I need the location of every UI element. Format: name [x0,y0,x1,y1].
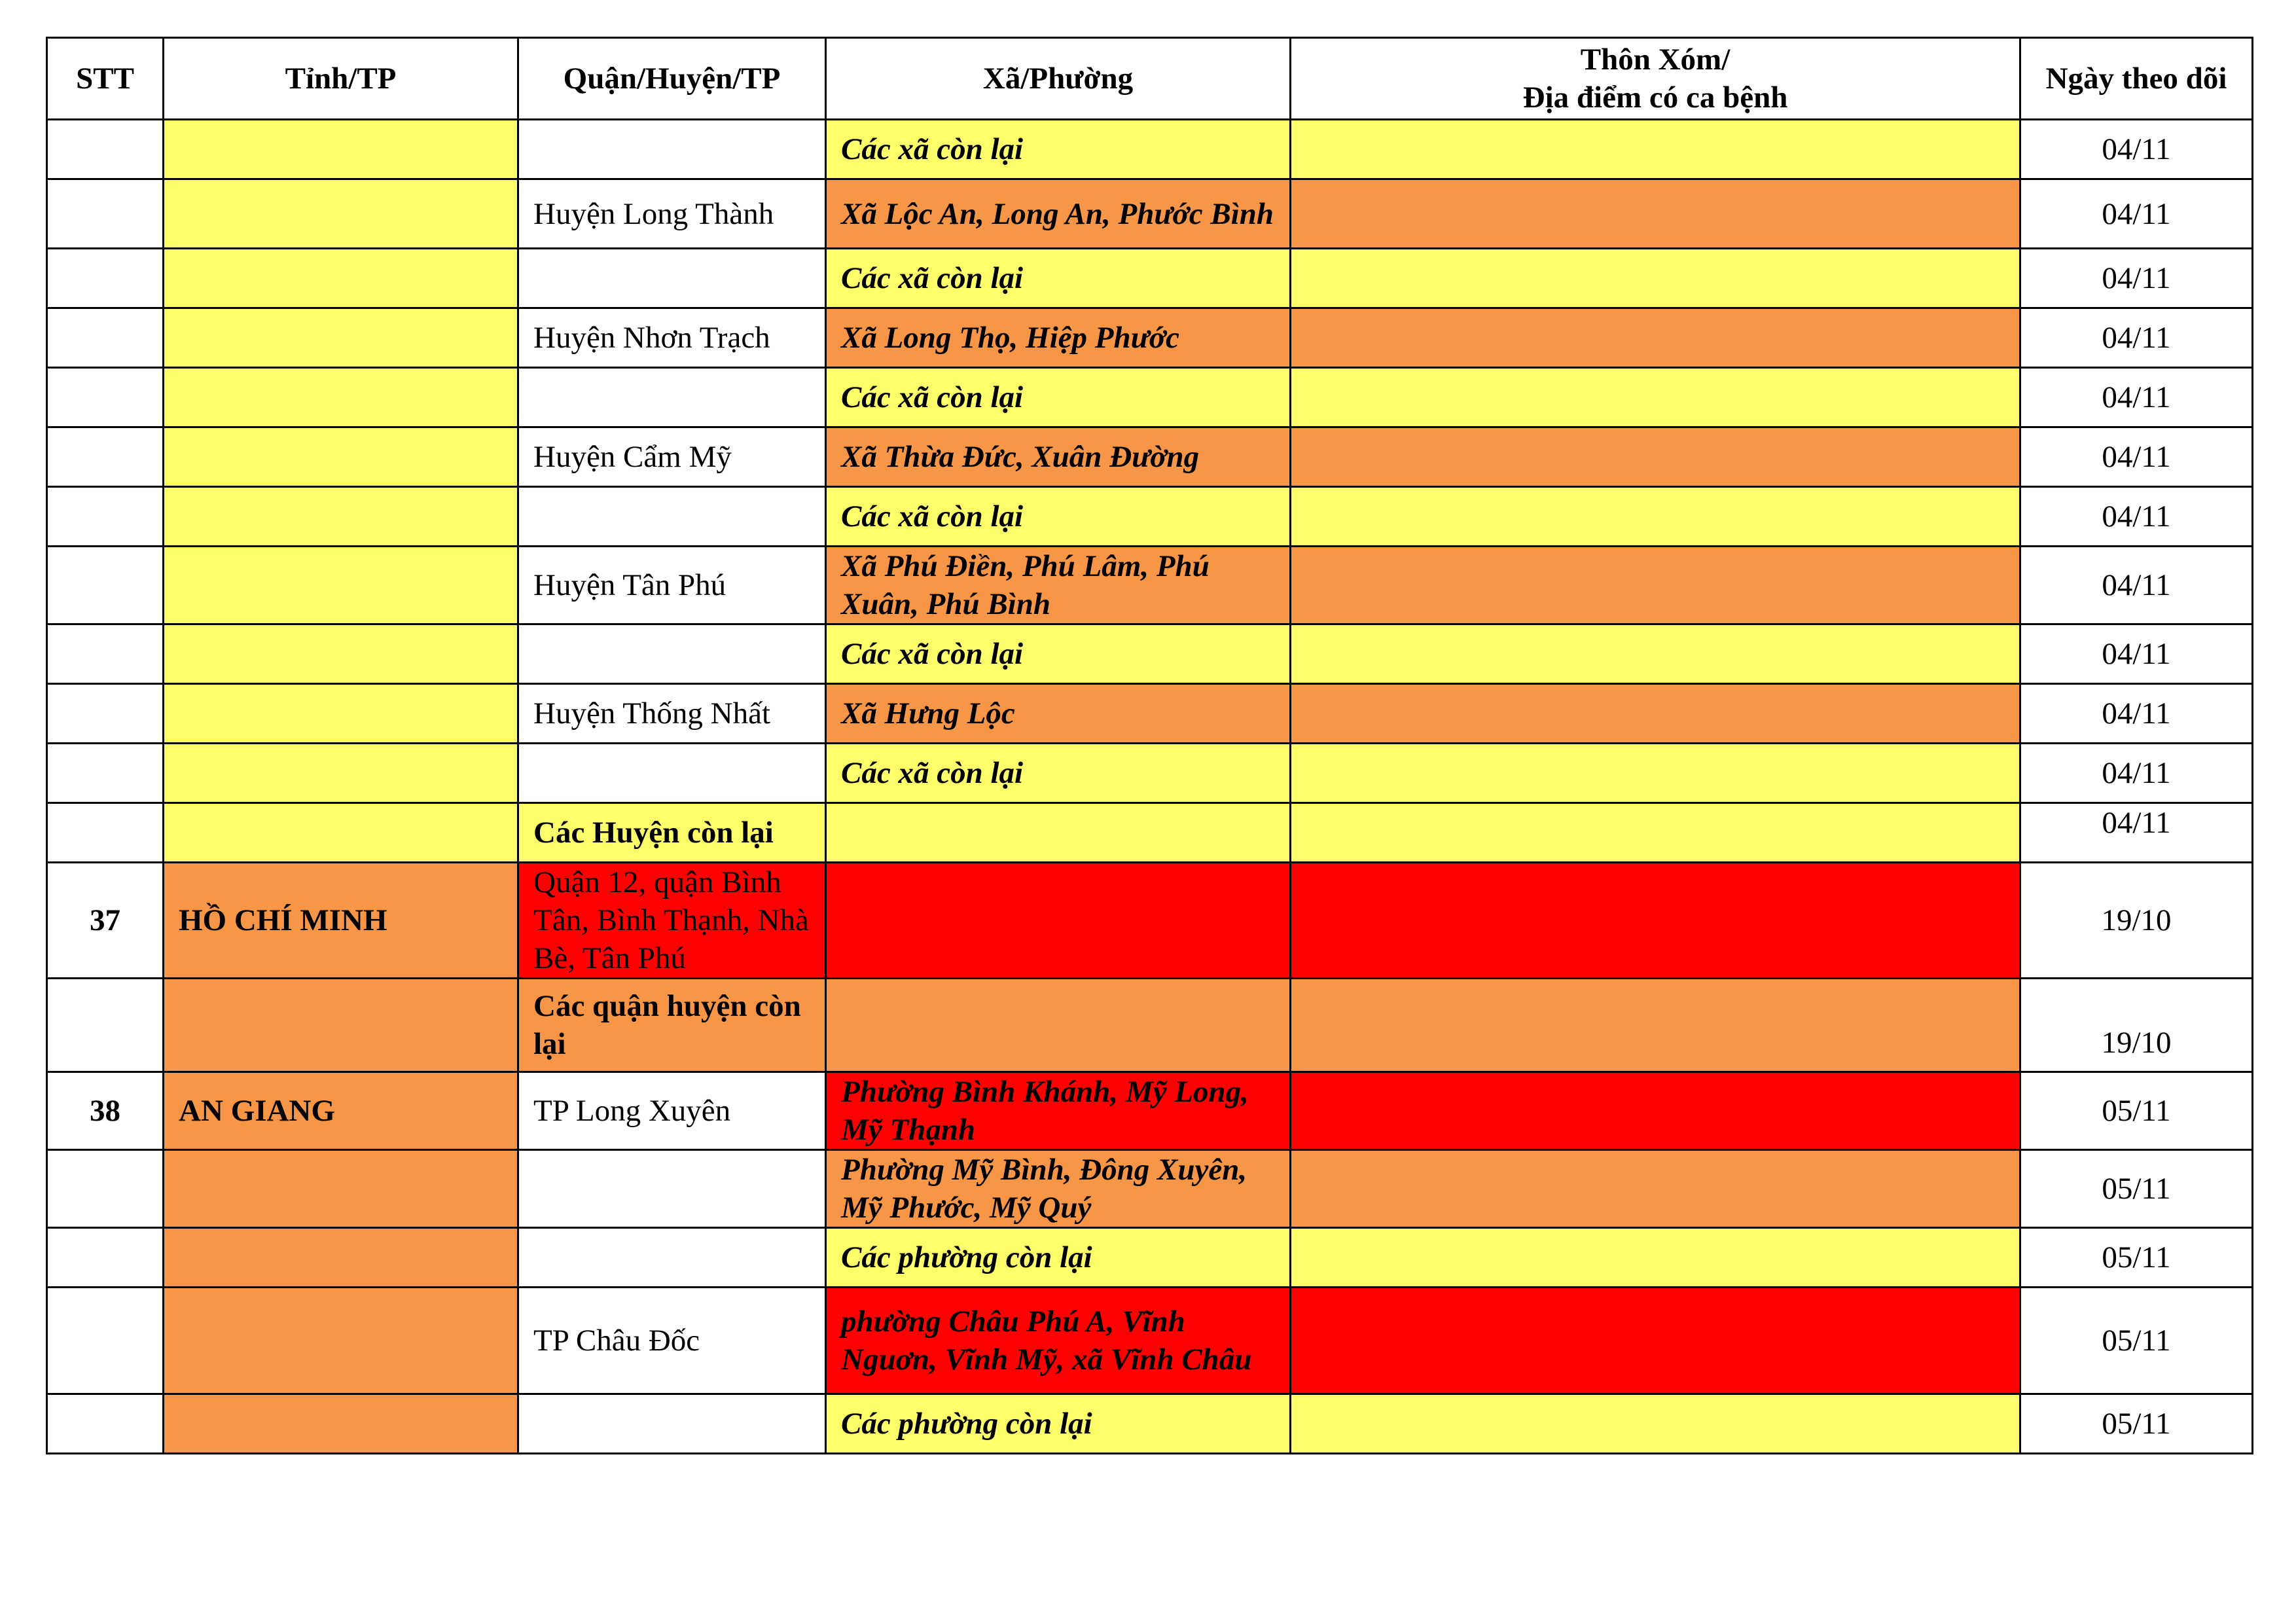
province-cell [164,120,518,179]
ward-cell: Các xã còn lại [826,249,1291,308]
stt-cell [47,979,164,1072]
village-cell [1291,1394,2020,1454]
village-cell [1291,1150,2020,1228]
table-row [47,1394,2253,1454]
village-cell [1291,1288,2020,1394]
village-cell [1291,487,2020,547]
stt-cell [47,1394,164,1454]
date-cell: 04/11 [2020,179,2253,249]
date-cell: 04/11 [2020,624,2253,684]
ward-cell: Các xã còn lại [826,624,1291,684]
province-cell [164,487,518,547]
table-row [47,979,2253,1072]
date-cell: 05/11 [2020,1072,2253,1150]
ward-cell: phường Châu Phú A, Vĩnh Nguơn, Vĩnh Mỹ, xã Vĩnh Châu [826,1288,1291,1394]
village-cell [1291,427,2020,487]
village-cell [1291,120,2020,179]
province-cell [164,179,518,249]
date-cell: 04/11 [2020,744,2253,803]
date-cell: 04/11 [2020,249,2253,308]
district-cell: Quận 12, quận Bình Tân, Bình Thạnh, Nhà Bè, Tân Phú [518,863,826,979]
village-cell [1291,1072,2020,1150]
ward-cell: Phường Bình Khánh, Mỹ Long, Mỹ Thạnh [826,1072,1291,1150]
table-row [47,427,2253,487]
stt-cell [47,308,164,368]
stt-cell: 38 [47,1072,164,1150]
table-row [47,487,2253,547]
date-cell: 04/11 [2020,487,2253,547]
province-cell [164,744,518,803]
header-district: Quận/Huyện/TP [518,38,826,120]
ward-cell: Xã Phú Điền, Phú Lâm, Phú Xuân, Phú Bình [826,547,1291,624]
village-cell [1291,684,2020,744]
ward-cell: Xã Thừa Đức, Xuân Đường [826,427,1291,487]
ward-cell [826,979,1291,1072]
header-ward: Xã/Phường [826,38,1291,120]
village-cell [1291,979,2020,1072]
district-cell [518,368,826,427]
date-cell: 05/11 [2020,1394,2253,1454]
date-cell: 05/11 [2020,1228,2253,1288]
ward-cell [826,863,1291,979]
table-row [47,547,2253,624]
district-cell [518,1228,826,1288]
village-cell [1291,744,2020,803]
stt-cell [47,368,164,427]
province-cell [164,979,518,1072]
header-village [1291,38,2020,120]
district-cell [518,120,826,179]
province-cell [164,1228,518,1288]
table-row [47,368,2253,427]
document-page [46,37,2251,1454]
stt-cell [47,1150,164,1228]
province-cell [164,1394,518,1454]
header-village-line1: Thôn Xóm/ [1580,43,1731,77]
ward-cell [826,803,1291,863]
date-cell: 19/10 [2020,863,2253,979]
stt-cell [47,624,164,684]
ward-cell: Phường Mỹ Bình, Đông Xuyên, Mỹ Phước, Mỹ Quý [826,1150,1291,1228]
district-cell: Các quận huyện còn lại [518,979,826,1072]
table-body [47,120,2253,1454]
province-cell [164,803,518,863]
table-row [47,863,2253,979]
province-cell [164,249,518,308]
stt-cell [47,803,164,863]
province-cell [164,308,518,368]
table-row [47,803,2253,863]
date-cell: 04/11 [2020,684,2253,744]
table-row [47,1228,2253,1288]
stt-cell [47,744,164,803]
district-cell: Huyện Tân Phú [518,547,826,624]
date-cell: 05/11 [2020,1288,2253,1394]
ward-cell: Xã Hưng Lộc [826,684,1291,744]
province-cell [164,427,518,487]
stt-cell [47,487,164,547]
table-row [47,308,2253,368]
ward-cell: Các phường còn lại [826,1228,1291,1288]
district-cell: Huyện Cẩm Mỹ [518,427,826,487]
province-cell: HỒ CHÍ MINH [164,863,518,979]
stt-cell [47,179,164,249]
header-stt: STT [47,38,164,120]
village-cell [1291,368,2020,427]
header-village-line2: Địa điểm có ca bệnh [1522,81,1788,115]
district-cell: Các Huyện còn lại [518,803,826,863]
date-cell: 04/11 [2020,120,2253,179]
header-date: Ngày theo dõi [2020,38,2253,120]
table-row [47,249,2253,308]
district-cell: TP Long Xuyên [518,1072,826,1150]
date-cell: 04/11 [2020,547,2253,624]
ward-cell: Xã Long Thọ, Hiệp Phước [826,308,1291,368]
table-row [47,1288,2253,1394]
ward-cell: Các xã còn lại [826,120,1291,179]
province-cell: AN GIANG [164,1072,518,1150]
village-cell [1291,249,2020,308]
stt-cell [47,249,164,308]
province-cell [164,624,518,684]
stt-cell [47,120,164,179]
district-cell: Huyện Thống Nhất [518,684,826,744]
date-cell: 04/11 [2020,427,2253,487]
table-row [47,624,2253,684]
ward-cell: Các xã còn lại [826,744,1291,803]
stt-cell [47,684,164,744]
date-cell: 04/11 [2020,368,2253,427]
header-province: Tỉnh/TP [164,38,518,120]
province-cell [164,1288,518,1394]
province-cell [164,1150,518,1228]
district-cell: TP Châu Đốc [518,1288,826,1394]
village-cell [1291,1228,2020,1288]
province-cell [164,368,518,427]
province-cell [164,547,518,624]
village-cell [1291,308,2020,368]
village-cell [1291,179,2020,249]
date-cell: 19/10 [2020,979,2253,1072]
district-cell [518,624,826,684]
stt-cell [47,1288,164,1394]
district-cell [518,744,826,803]
stt-cell: 37 [47,863,164,979]
district-cell [518,249,826,308]
province-cell [164,684,518,744]
date-cell: 05/11 [2020,1150,2253,1228]
ward-cell: Xã Lộc An, Long An, Phước Bình [826,179,1291,249]
district-cell: Huyện Long Thành [518,179,826,249]
village-cell [1291,863,2020,979]
district-cell [518,1150,826,1228]
stt-cell [47,547,164,624]
date-cell: 04/11 [2020,803,2253,863]
table-row [47,1072,2253,1150]
header-row [47,38,2253,120]
ward-cell: Các xã còn lại [826,368,1291,427]
village-cell [1291,547,2020,624]
district-cell: Huyện Nhơn Trạch [518,308,826,368]
district-cell [518,1394,826,1454]
village-cell [1291,803,2020,863]
table-row [47,1150,2253,1228]
ward-cell: Các phường còn lại [826,1394,1291,1454]
district-cell [518,487,826,547]
table-row [47,684,2253,744]
village-cell [1291,624,2020,684]
stt-cell [47,427,164,487]
table-row [47,744,2253,803]
date-cell: 04/11 [2020,308,2253,368]
stt-cell [47,1228,164,1288]
table-row [47,179,2253,249]
monitoring-table [46,37,2253,1454]
ward-cell: Các xã còn lại [826,487,1291,547]
table-row [47,120,2253,179]
